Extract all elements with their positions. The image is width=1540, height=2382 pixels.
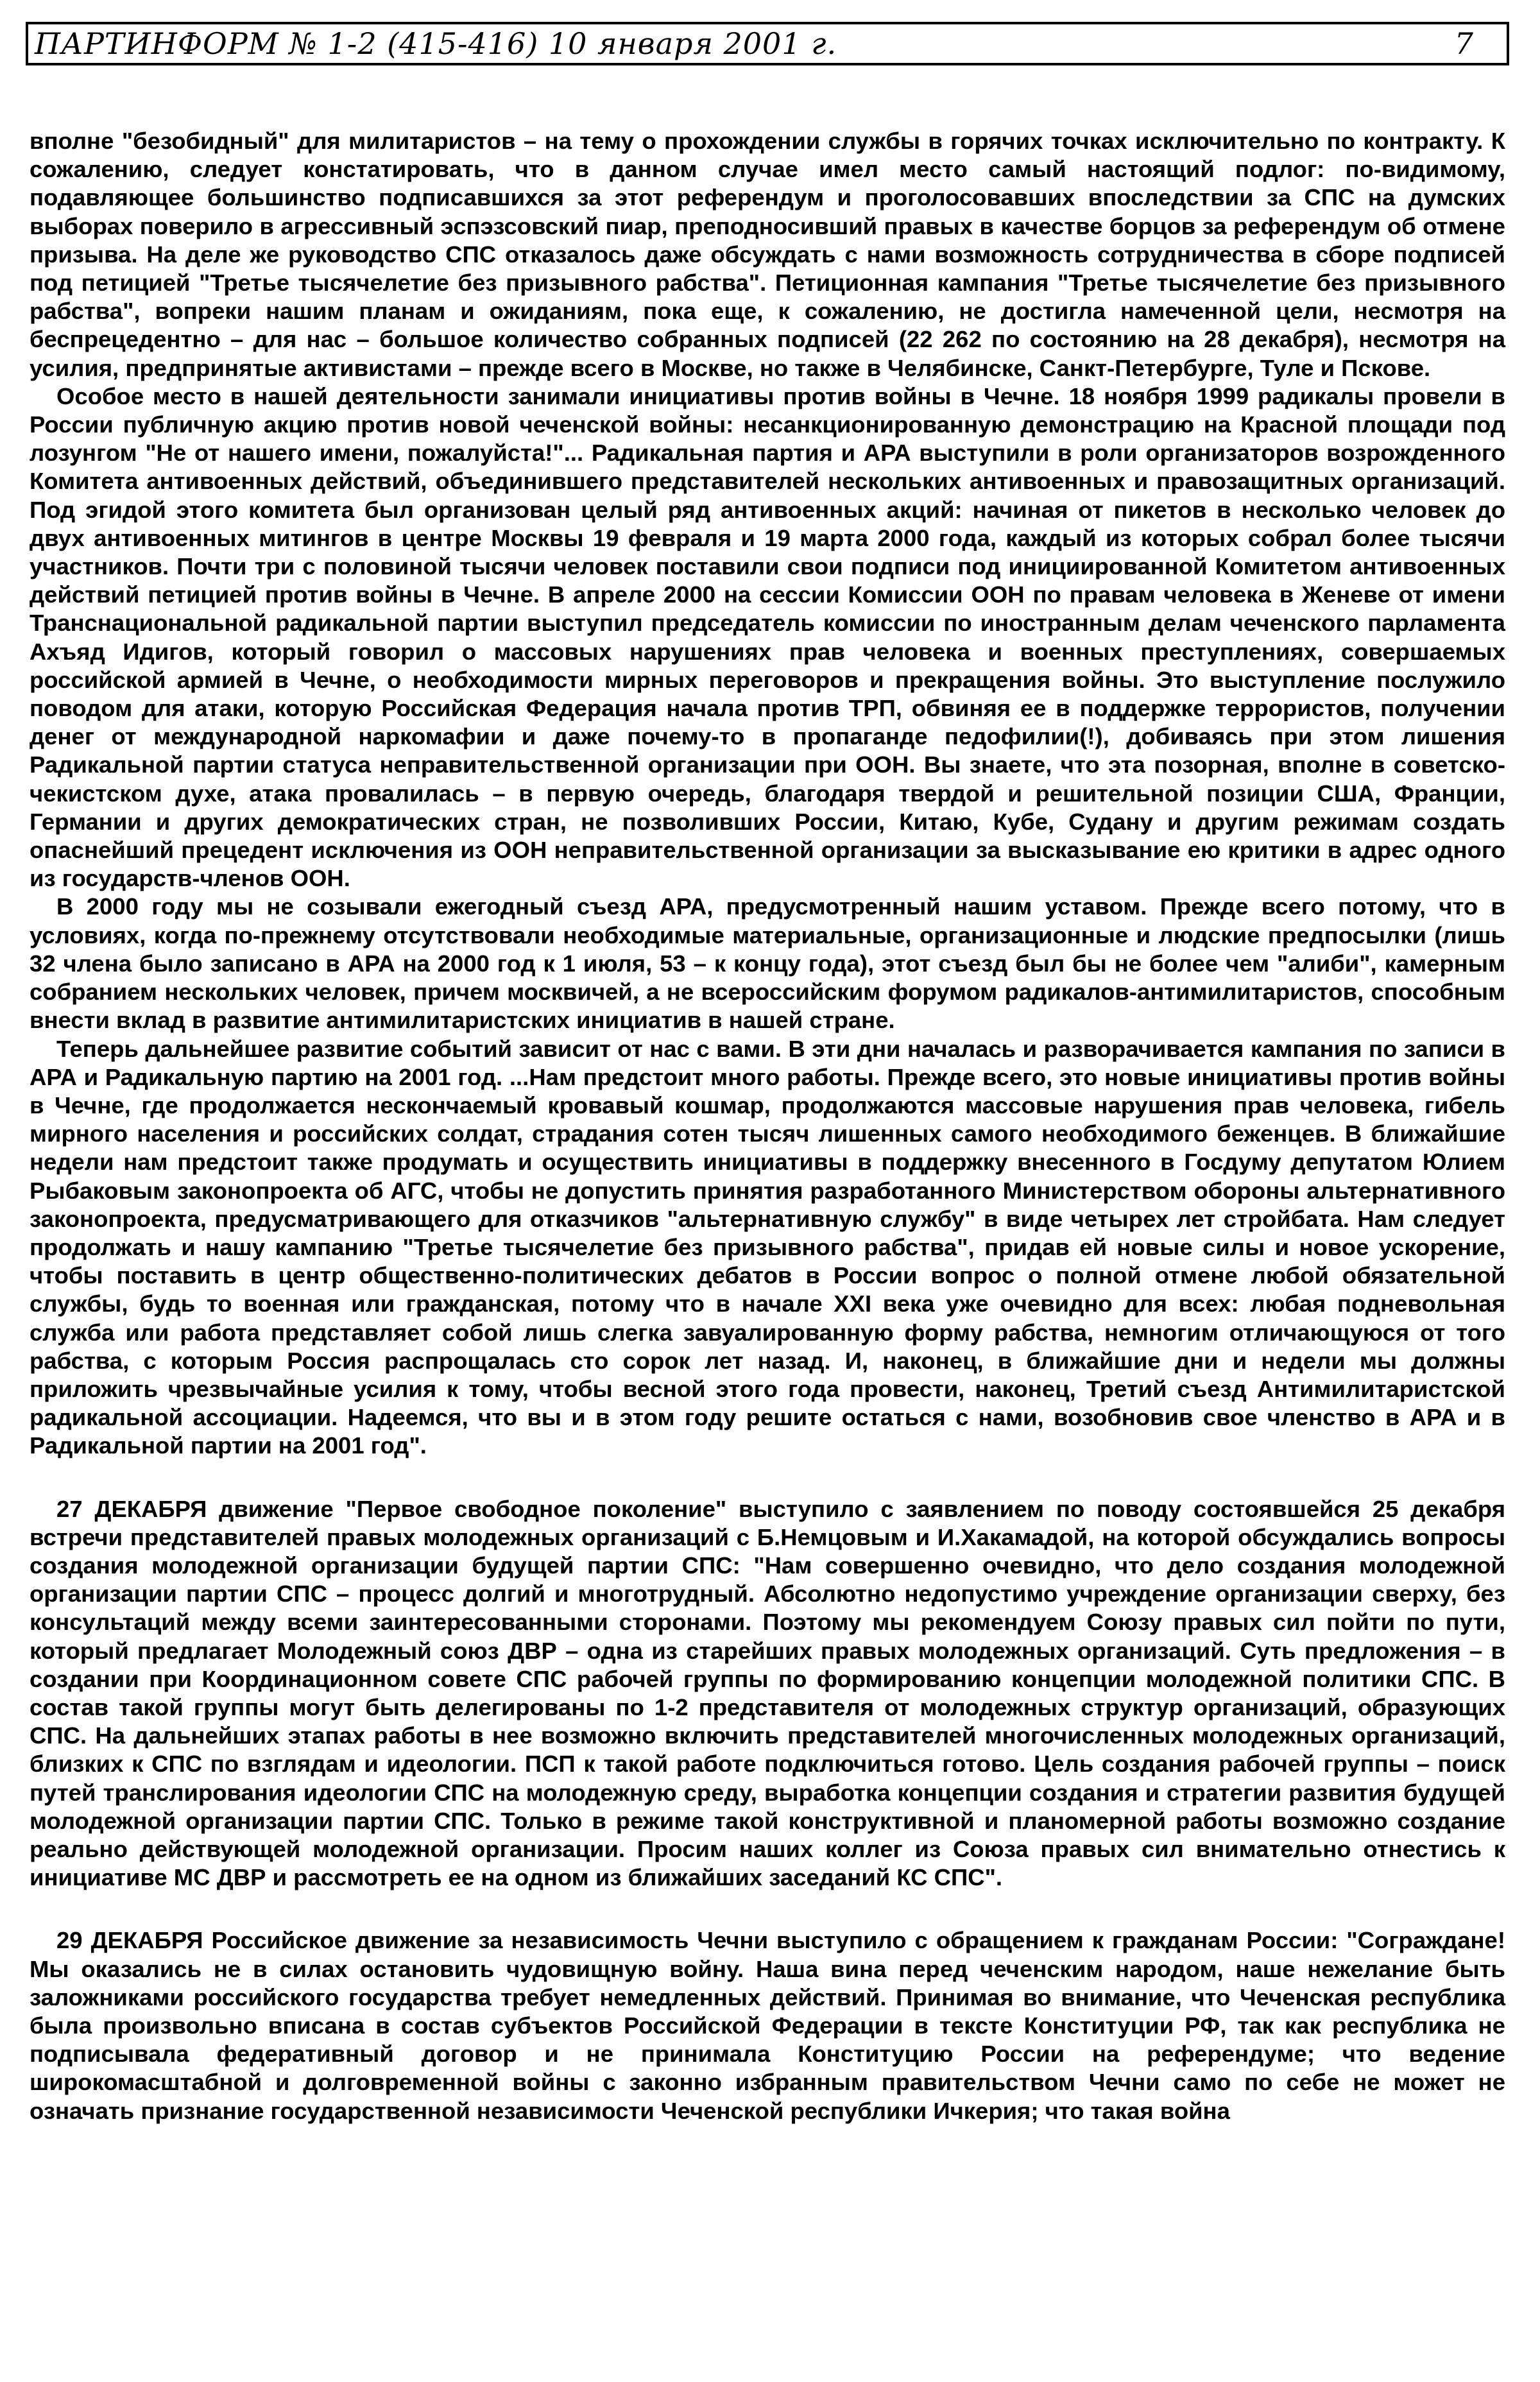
paragraph-future-plans: Теперь дальнейшее развитие событий зависит от нас с вами. В эти дни началась и разворачивается кампания по записи в АРА и Радикальную партию на 2001 год. ...Нам предстоит много работы. Прежде всего, это новые инициативы против войны в Чечне, где продолжается нескончаемый кровавый кошмар, продолжаются массовые нарушения прав человека, гибель мирного населения и российских солдат, страдания сотен тысяч лишенных самого необходимого беженцев. В ближайшие недели нам предстоит также продумать и осуществить инициативы в поддержку внесенного в Госдуму депутатом Юлием Рыбаковым законопроекта об АГС, чтобы не допустить принятия разработанного Министерством обороны альтернативного законопроекта, предусматривающего для отказчиков "альтернативную службу" в виде четырех лет стройбата. Нам следует продолжать и нашу кампанию "Третье тысячелетие без призывного рабства", придав ей новые силы и новое ускорение, чтобы поставить в центр общественно-политических дебатов в России вопрос о полной отмене любой обязательной службы, будь то военная или гражданская, потому что в начале XXI века уже очевидно для всех: любая подневольная служба или работа представляет собой лишь слегка завуалированную форму рабства, немногим отличающуюся от того рабства, с которым Россия распрощалась сто сорок лет назад. И, наконец, в ближайшие дни и недели мы должны приложить чрезвычайные усилия к тому, чтобы весной этого года провести, наконец, Третий съезд Антимилитаристской радикальной ассоциации. Надеемся, что вы и в этом году решите остаться с нами, возобновив свое членство в АРА и в Радикальной партии на 2001 год". [30, 1035, 1505, 1459]
article-body [30, 127, 1505, 2125]
paragraph-dec-27: 27 ДЕКАБРЯ движение "Первое свободное поколение" выступило с заявлением по поводу состоявшейся 25 декабря встречи представителей правых молодежных организаций с Б.Немцовым и И.Хакамадой, на которой обсуждались вопросы создания молодежной организации будущей партии СПС: "Нам совершенно очевидно, что дело создания молодежной организации партии СПС – процесс долгий и многотрудный. Абсолютно недопустимо учреждение организации сверху, без консультаций между всеми заинтересованными сторонами. Поэтому мы рекомендуем Союзу правых сил пойти по пути, который предлагает Молодежный союз ДВР – одна из старейших правых молодежных организаций. Суть предложения – в создании при Координационном совете СПС рабочей группы по формированию концепции молодежной политики СПС. В состав такой группы могут быть делегированы по 1-2 представителя от молодежных структур организаций, образующих СПС. На дальнейших этапах работы в нее возможно включить представителей многочисленных молодежных организаций, близких к СПС по взглядам и идеологии. ПСП к такой работе подключиться готово. Цель создания рабочей группы – поиск путей транслирования идеологии СПС на молодежную среду, выработка концепции создания и стратегии развития будущей молодежной организации партии СПС. Только в режиме такой конструктивной и планомерной работы возможно создание реально действующей молодежной организации. Просим наших коллег из Союза правых сил внимательно отнестись к инициативе МС ДВР и рассмотреть ее на одном из ближайших заседаний КС СПС". [30, 1495, 1505, 1891]
page-number: 7 [1454, 26, 1473, 61]
paragraph-ara-congress: В 2000 году мы не созывали ежегодный съезд АРА, предусмотренный нашим уставом. Прежде всего потому, что в условиях, когда по-прежнему отсутствовали необходимые материальные, организационные и людские предпосылки (лишь 32 члена было записано в АРА на 2000 год к 1 июля, 53 – к концу года), этот съезд был бы не более чем "алиби", камерным собранием нескольких человек, причем москвичей, а не всероссийским форумом радикалов-антимилитаристов, способным внести вклад в развитие антимилитаристских инициатив в нашей стране. [30, 893, 1505, 1034]
paragraph-continuation: вполне "безобидный" для милитаристов – на тему о прохождении службы в горячих точках исключительно по контракту. К сожалению, следует констатировать, что в данном случае имел место самый настоящий подлог: по-видимому, подавляющее большинство подписавшихся за этот референдум и проголосовавших впоследствии за СПС на думских выборах поверило в агрессивный эспэзсовский пиар, преподносивший правых в качестве борцов за референдум об отмене призыва. На деле же руководство СПС отказалось даже обсуждать с нами возможность сотрудничества в сборе подписей под петицией "Третье тысячелетие без призывного рабства". Петиционная кампания "Третье тысячелетие без призывного рабства", вопреки нашим планам и ожиданиям, пока еще, к сожалению, не достигла намеченной цели, несмотря на беспрецедентно – для нас – большое количество собранных подписей (22 262 по состоянию на 28 декабря), несмотря на усилия, предпринятые активистами – прежде всего в Москве, но также в Челябинске, Санкт-Петербурге, Туле и Пскове. [30, 128, 1505, 381]
publication-title: ПАРТИНФОРМ № 1-2 (415-416) 10 января 2001 г. [35, 26, 837, 61]
paragraph-dec-29: 29 ДЕКАБРЯ Российское движение за независимость Чечни выступило с обращением к гражданам России: "Сограждане! Мы оказались не в силах остановить чудовищную войну. Наша вина перед чеченским народом, наше нежелание быть заложниками российского государства требует немедленных действий. Принимая во внимание, что Чеченская республика была произвольно вписана в состав субъектов Российской Федерации в тексте Конституции РФ, так как республика не подписывала федеративный договор и не принимала Конституцию России на референдуме; что ведение широкомасштабной и долговременной войны с законно избранным правительством Чечни само по себе не может не означать признание государственной независимости Чеченской республики Ичкерия; что такая война [30, 1927, 1505, 2124]
paragraph-chechnya-initiatives: Особое место в нашей деятельности занимали инициативы против войны в Чечне. 18 ноября 1999 радикалы провели в России публичную акцию против новой чеченской войны: несанкционированную демонстрацию на Красной площади под лозунгом "Не от нашего имени, пожалуйста!"... Радикальная партия и АРА выступили в роли организаторов возрожденного Комитета антивоенных действий, объединившего представителей нескольких антивоенных и правозащитных организаций. Под эгидой этого комитета был организован целый ряд антивоенных акций: начиная от пикетов в несколько человек до двух антивоенных митингов в центре Москвы 19 февраля и 19 марта 2000 года, каждый из которых собрал более тысячи участников. Почти три с половиной тысячи человек поставили свои подписи под инициированной Комитетом антивоенных действий петицией против войны в Чечне. В апреле 2000 на сессии Комиссии ООН по правам человека в Женеве от имени Транснациональной радикальной партии выступил председатель комиссии по иностранным делам чеченского парламента Ахъяд Идигов, который говорил о массовых нарушениях прав человека и военных преступлениях, совершаемых российской армией в Чечне, о необходимости мирных переговоров и прекращения войны. Это выступление послужило поводом для атаки, которую Российская Федерация начала против ТРП, обвиняя ее в поддержке террористов, получении денег от международной наркомафии и даже почему-то в пропаганде педофилии(!), добиваясь при этом лишения Радикальной партии статуса неправительственной организации при ООН. Вы знаете, что эта позорная, вполне в советско-чекистском духе, атака провалилась – в первую очередь, благодаря твердой и решительной позиции США, Франции, Германии и других демократических стран, не позволивших России, Китаю, Кубе, Судану и другим режимам создать опаснейший прецедент исключения из ООН неправительственной организации за высказывание ею критики в адрес одного из государств-членов ООН. [30, 382, 1505, 892]
page-header [26, 22, 1509, 65]
